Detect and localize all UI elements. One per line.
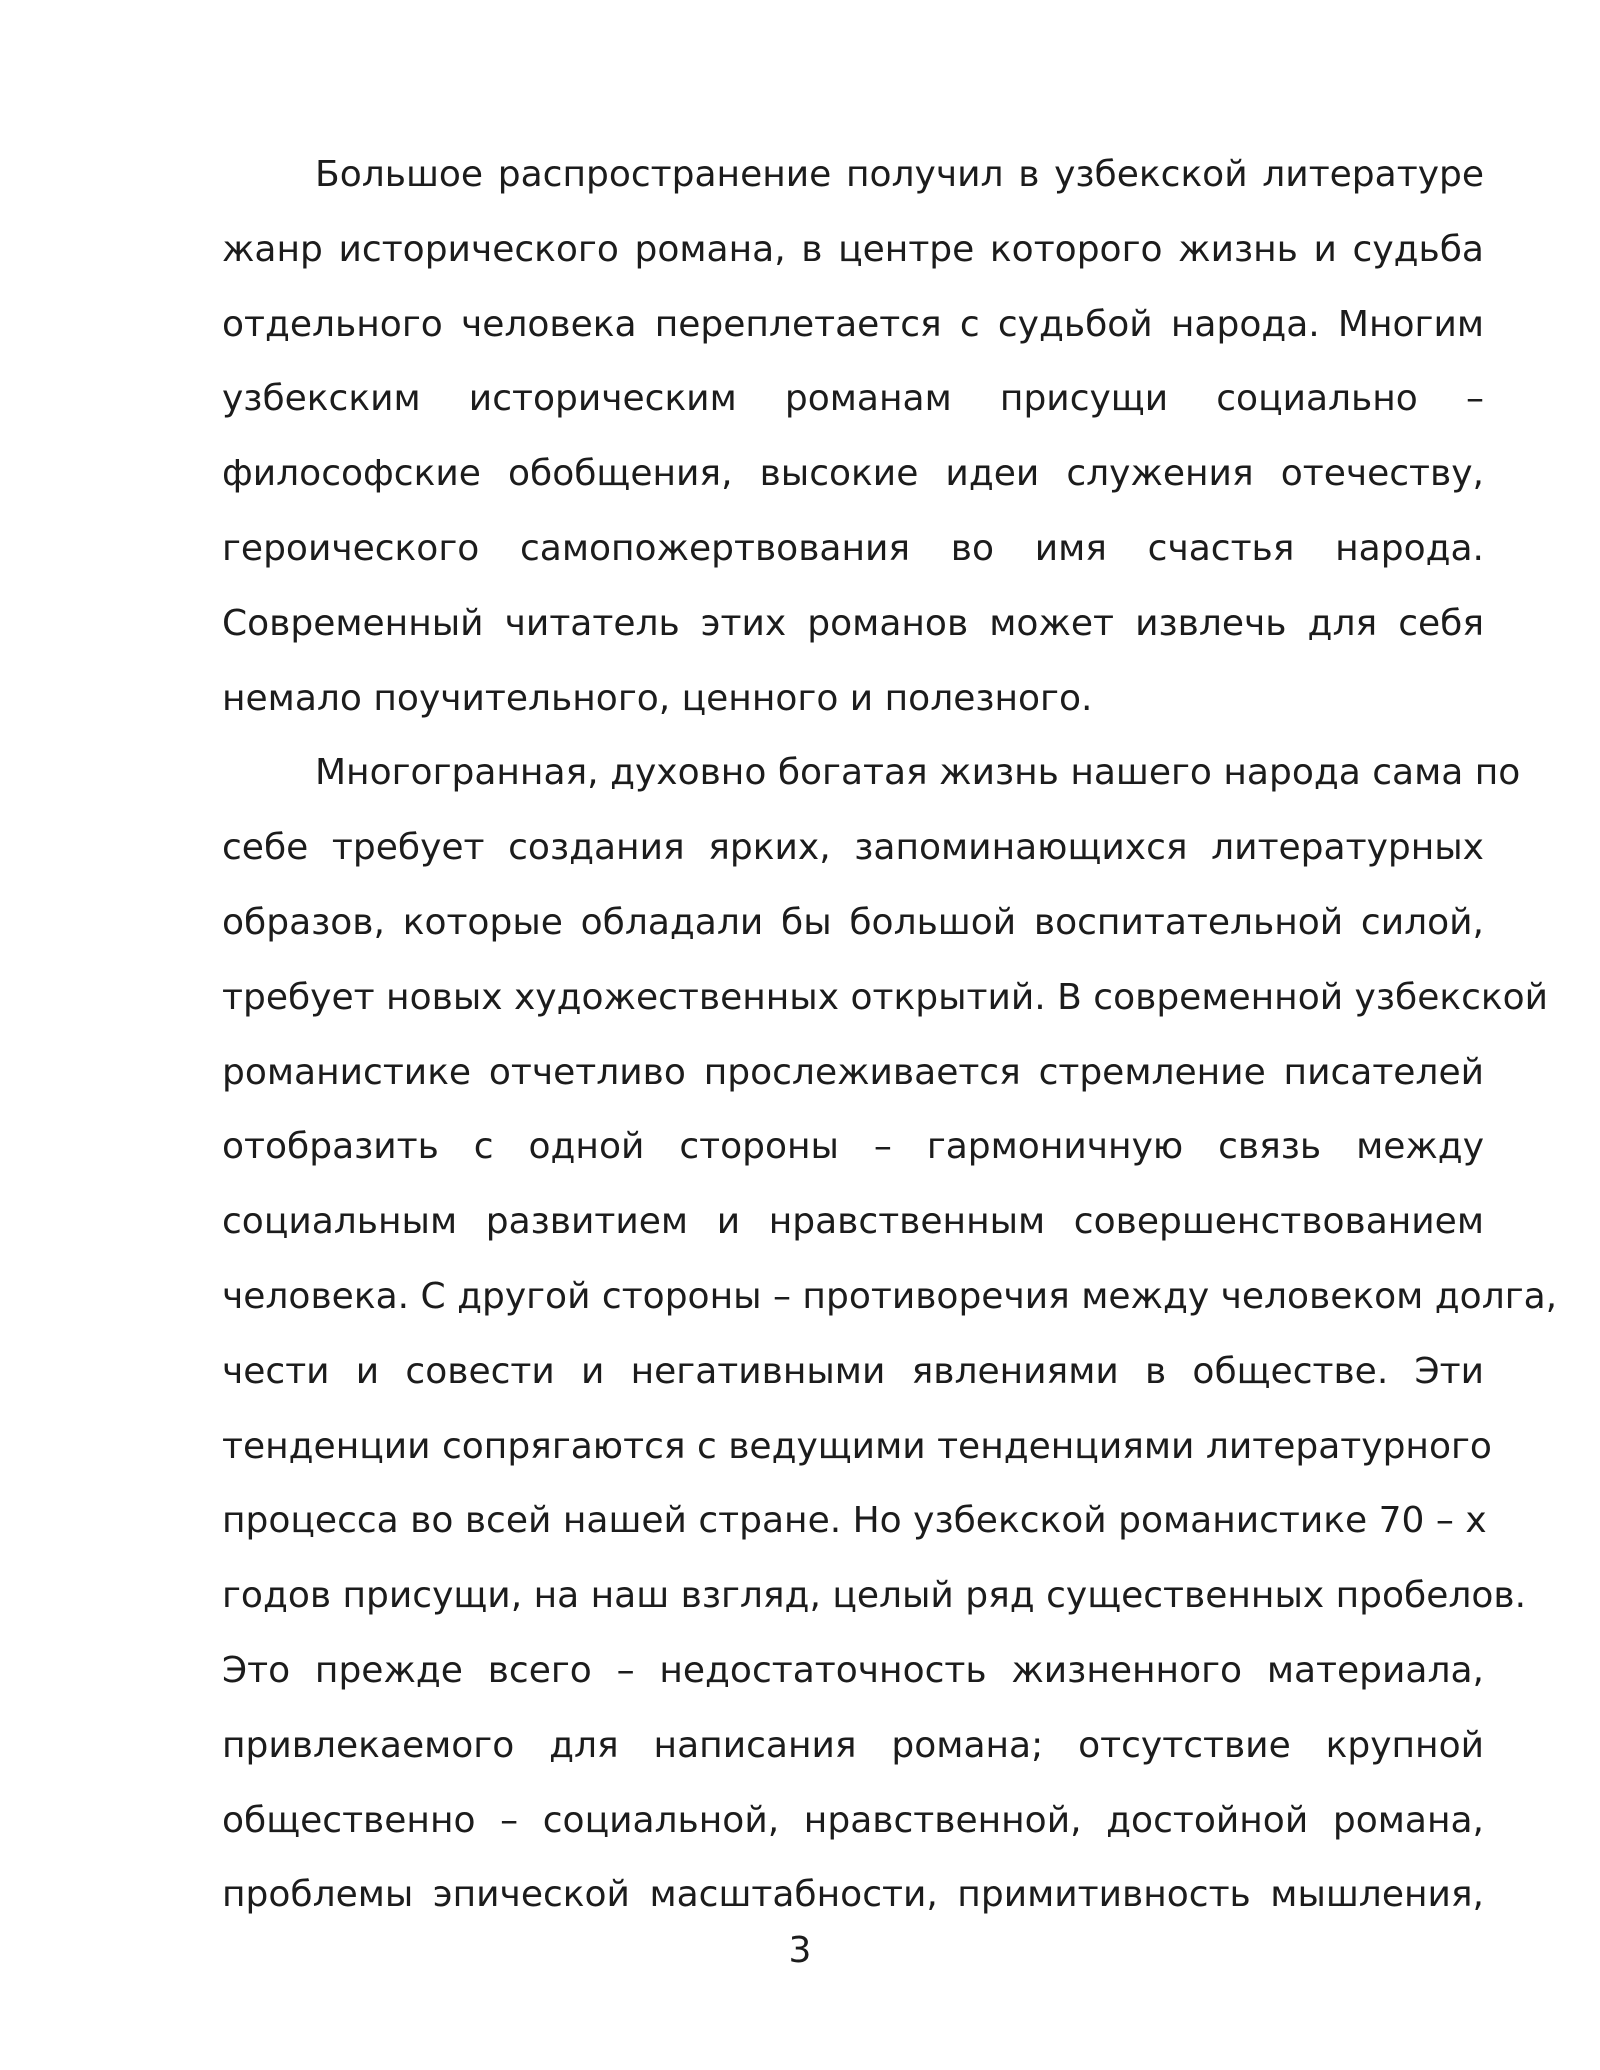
paragraph-2-line-16: проблемы эпической масштабности, примитивность мышления, <box>222 1874 1484 1916</box>
paragraph-2-line-11: процесса во всей нашей стране. Но узбекской романистике 70 – х <box>222 1500 1487 1542</box>
paragraph-2-line-9: чести и совести и негативными явлениями в обществе. Эти <box>222 1350 1484 1392</box>
paragraph-1-line-5: философские обобщения, высокие идеи служения отечеству, <box>222 453 1484 495</box>
paragraph-2-line-8: человека. С другой стороны – противоречия между человеком долга, <box>222 1275 1558 1317</box>
paragraph-2-line-1: Многогранная, духовно богатая жизнь нашего народа сама по <box>315 752 1521 794</box>
paragraph-2-line-14: привлекаемого для написания романа; отсутствие крупной <box>222 1724 1484 1766</box>
paragraph-2-line-12: годов присущи, на наш взгляд, целый ряд существенных пробелов. <box>222 1575 1527 1617</box>
paragraph-2-line-6: отобразить с одной стороны – гармоничную связь между <box>222 1126 1484 1168</box>
paragraph-2-line-13: Это прежде всего – недостаточность жизненного материала, <box>222 1649 1484 1691</box>
paragraph-2-line-10: тенденции сопрягаются с ведущими тенденциями литературного <box>222 1425 1492 1467</box>
paragraph-2-line-7: социальным развитием и нравственным совершенствованием <box>222 1201 1484 1243</box>
paragraph-1-line-2: жанр исторического романа, в центре которого жизнь и судьба <box>222 228 1484 270</box>
paragraph-1-line-4: узбекским историческим романам присущи социально – <box>222 378 1484 420</box>
paragraph-1-line-7: Современный читатель этих романов может извлечь для себя <box>222 602 1484 644</box>
paragraph-2-line-4: требует новых художественных открытий. В современной узбекской <box>222 976 1549 1018</box>
paragraph-2-line-5: романистике отчетливо прослеживается стремление писателей <box>222 1051 1484 1093</box>
paragraph-1-line-1: Большое распространение получил в узбекской литературе <box>315 154 1484 195</box>
paragraph-1-line-3: отдельного человека переплетается с судьбой народа. Многим <box>222 303 1484 345</box>
paragraph-2-line-15: общественно – социальной, нравственной, достойной романа, <box>222 1799 1484 1841</box>
page-number: 3 <box>788 1930 812 1971</box>
paragraph-1-line-6: героического самопожертвования во имя счастья народа. <box>222 527 1484 569</box>
paragraph-2-line-3: образов, которые обладали бы большой воспитательной силой, <box>222 901 1484 943</box>
body-text <box>222 138 1558 1933</box>
paragraph-2-line-2: себе требует создания ярких, запоминающихся литературных <box>222 827 1484 869</box>
paragraph-1-line-8: немало поучительного, ценного и полезного. <box>222 677 1093 719</box>
